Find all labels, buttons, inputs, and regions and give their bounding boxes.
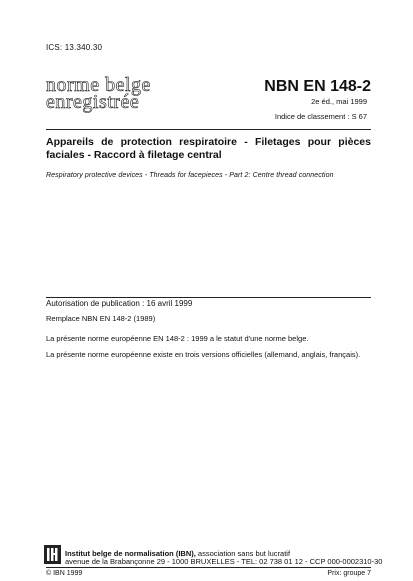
copyright: © IBN 1999: [46, 570, 83, 577]
price-group: Prix: groupe 7: [327, 570, 371, 577]
ibn-logo-icon: [44, 545, 61, 564]
status-paragraph: La présente norme européenne EN 148-2 : 1999 a le statut d'une norme belge.: [46, 334, 309, 343]
institute-name: Institut belge de normalisation (IBN),: [65, 549, 196, 558]
document-date: 2e éd., mai 1999: [311, 97, 367, 106]
publication-authorization: Autorisation de publication : 16 avril 1999: [46, 299, 193, 308]
brand-line-2: enregistrée: [46, 91, 140, 113]
document-number: NBN EN 148-2: [264, 78, 371, 95]
institute-description: association sans but lucratif: [195, 549, 291, 558]
footer-divider: [46, 567, 371, 568]
ics-code: ICS: 13.340.30: [46, 43, 103, 52]
document-title: Appareils de protection respiratoire - Filetages pour pièces faciales - Raccord à filetage central: [46, 136, 371, 161]
body-divider: [46, 297, 371, 298]
institute-address: avenue de la Brabançonne 29 - 1000 BRUXELLES - TEL: 02 738 01 12 - CCP 000-0002310-30: [65, 557, 383, 566]
header-divider: [46, 129, 371, 130]
classification-index: Indice de classement : S 67: [274, 112, 367, 121]
english-title: Respiratory protective devices - Threads for facepieces - Part 2: Centre thread connection: [46, 172, 334, 179]
replaces-note: Remplace NBN EN 148-2 (1989): [46, 314, 156, 323]
versions-paragraph: La présente norme européenne existe en trois versions officielles (allemand, anglais, français).: [46, 350, 361, 359]
brand-line-1: norme belge: [46, 74, 151, 96]
